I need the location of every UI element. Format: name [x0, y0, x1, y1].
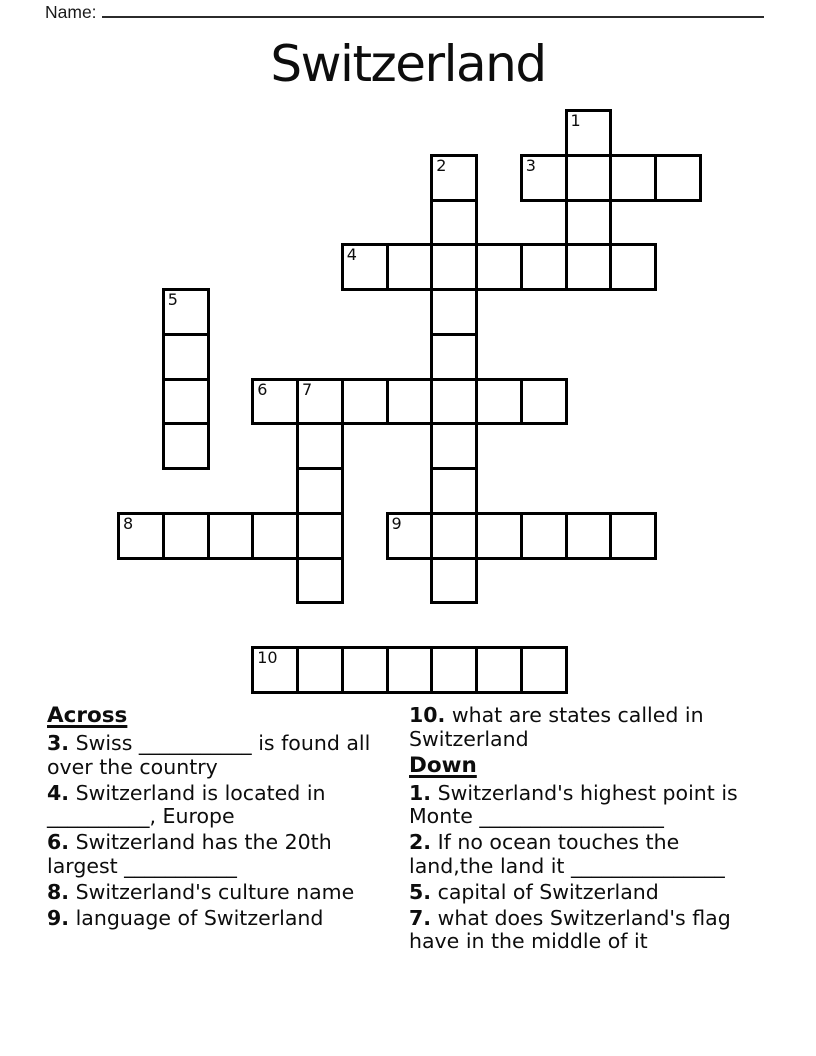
grid-cell[interactable] — [565, 512, 613, 560]
grid-cell[interactable] — [162, 333, 210, 381]
clue-item — [47, 907, 407, 931]
clue-text-line: largest ___________ — [47, 853, 237, 878]
clue-text-line: Switzerland — [409, 726, 529, 751]
grid-cell[interactable] — [430, 467, 478, 515]
cell-number: 7 — [302, 379, 313, 399]
clue-number: 6. — [47, 830, 70, 855]
name-label: Name: — [45, 2, 97, 22]
cell-number: 10 — [257, 648, 278, 667]
cell-number: 3 — [525, 155, 536, 175]
grid-cell[interactable] — [565, 243, 613, 291]
name-line[interactable] — [102, 2, 764, 18]
grid-cell[interactable] — [162, 422, 210, 470]
grid-cell[interactable] — [296, 378, 344, 426]
grid-cell[interactable] — [609, 154, 657, 202]
grid-cell[interactable] — [117, 512, 165, 560]
grid-cell[interactable] — [654, 154, 702, 202]
grid-cell[interactable] — [430, 154, 478, 202]
clue-item — [409, 831, 813, 879]
cell-number: 1 — [570, 111, 581, 130]
grid-cell[interactable] — [520, 646, 568, 694]
clue-item — [47, 881, 407, 905]
clue-text-line: 6. Switzerland has the 20th — [47, 830, 332, 855]
clue-number: 4. — [47, 780, 70, 805]
grid-cell[interactable] — [520, 512, 568, 560]
grid-cell[interactable] — [341, 243, 389, 291]
page-title: Switzerland — [270, 35, 546, 93]
down-clue-list — [409, 782, 813, 955]
grid-cell[interactable] — [341, 378, 389, 426]
grid-cell[interactable] — [430, 243, 478, 291]
grid-cell[interactable] — [251, 512, 299, 560]
clue-item — [47, 732, 407, 780]
grid-cell[interactable] — [341, 646, 389, 694]
grid-cell[interactable] — [565, 199, 613, 247]
clue-text-line: 10. what are states called in — [409, 703, 704, 727]
grid-cell[interactable] — [386, 512, 434, 560]
grid-cell[interactable] — [296, 422, 344, 470]
grid-cell[interactable] — [251, 378, 299, 426]
clue-number: 8. — [47, 879, 70, 904]
grid-cell[interactable] — [475, 512, 523, 560]
across-clue-list — [47, 732, 407, 930]
grid-cell[interactable] — [520, 243, 568, 291]
grid-cell[interactable] — [609, 512, 657, 560]
clue-item — [409, 704, 813, 752]
grid-cell[interactable] — [296, 646, 344, 694]
clue-item — [47, 782, 407, 830]
grid-cell[interactable] — [430, 378, 478, 426]
clue-number: 10. — [409, 703, 446, 727]
grid-cell[interactable] — [296, 557, 344, 605]
clue-number: 5. — [409, 879, 432, 904]
clue-text-line: over the country — [47, 754, 218, 779]
clue-text-line: 5. capital of Switzerland — [409, 879, 659, 904]
clue-text-line: 2. If no ocean touches the — [409, 830, 680, 855]
grid-cell[interactable] — [520, 154, 568, 202]
clue-item — [47, 831, 407, 879]
clue-item — [409, 907, 813, 955]
grid-cell[interactable] — [296, 512, 344, 560]
clue-text-line: 3. Swiss ___________ is found all — [47, 731, 371, 755]
grid-cell[interactable] — [430, 288, 478, 336]
cell-number: 9 — [391, 513, 402, 533]
grid-cell[interactable] — [430, 333, 478, 381]
grid-cell[interactable] — [475, 646, 523, 694]
down-heading: Down — [409, 752, 477, 778]
grid-cell[interactable] — [162, 512, 210, 560]
grid-cell[interactable] — [609, 243, 657, 291]
cell-number: 2 — [436, 155, 447, 175]
grid-cell[interactable] — [430, 646, 478, 694]
clue-number: 7. — [409, 905, 432, 930]
cell-number: 5 — [167, 290, 178, 309]
clue-text-line: __________, Europe — [47, 804, 235, 829]
clue-item — [409, 782, 813, 830]
grid-cell[interactable] — [251, 646, 299, 694]
grid-cell[interactable] — [475, 243, 523, 291]
clue-text-line: have in the middle of it — [409, 929, 648, 954]
clue-text-line: Monte __________________ — [409, 804, 664, 829]
clues-column-left — [47, 704, 407, 932]
grid-cell[interactable] — [430, 512, 478, 560]
clue-number: 3. — [47, 731, 70, 755]
crossword-grid — [117, 109, 702, 694]
grid-cell[interactable] — [565, 109, 613, 157]
clue-number: 2. — [409, 830, 432, 855]
cell-number: 4 — [346, 245, 357, 265]
grid-cell[interactable] — [207, 512, 255, 560]
clue-text-line: 7. what does Switzerland's flag — [409, 905, 731, 930]
clue-text-line: 1. Switzerland's highest point is — [409, 780, 738, 805]
grid-cell[interactable] — [520, 378, 568, 426]
clue-text-line: 4. Switzerland is located in — [47, 780, 326, 805]
across-heading: Across — [47, 703, 128, 728]
grid-cell[interactable] — [296, 467, 344, 515]
clue-text-line: 8. Switzerland's culture name — [47, 879, 355, 904]
grid-cell[interactable] — [430, 422, 478, 470]
grid-cell[interactable] — [430, 557, 478, 605]
clue-number: 1. — [409, 780, 432, 805]
clue-text-line: 9. language of Switzerland — [47, 905, 324, 930]
grid-cell[interactable] — [162, 378, 210, 426]
across-clue-list-continued — [409, 704, 813, 752]
grid-cell[interactable] — [162, 288, 210, 336]
grid-cell[interactable] — [386, 243, 434, 291]
clue-number: 9. — [47, 905, 70, 930]
grid-cell[interactable] — [475, 378, 523, 426]
cell-number: 8 — [123, 513, 134, 533]
clue-text-line: land,the land it _______________ — [409, 853, 725, 878]
cell-number: 6 — [257, 379, 268, 399]
clues-column-right — [409, 704, 813, 956]
name-row — [45, 2, 764, 23]
grid-cell[interactable] — [386, 378, 434, 426]
grid-cell[interactable] — [430, 199, 478, 247]
clue-item — [409, 881, 813, 905]
grid-cell[interactable] — [565, 154, 613, 202]
grid-cell[interactable] — [386, 646, 434, 694]
